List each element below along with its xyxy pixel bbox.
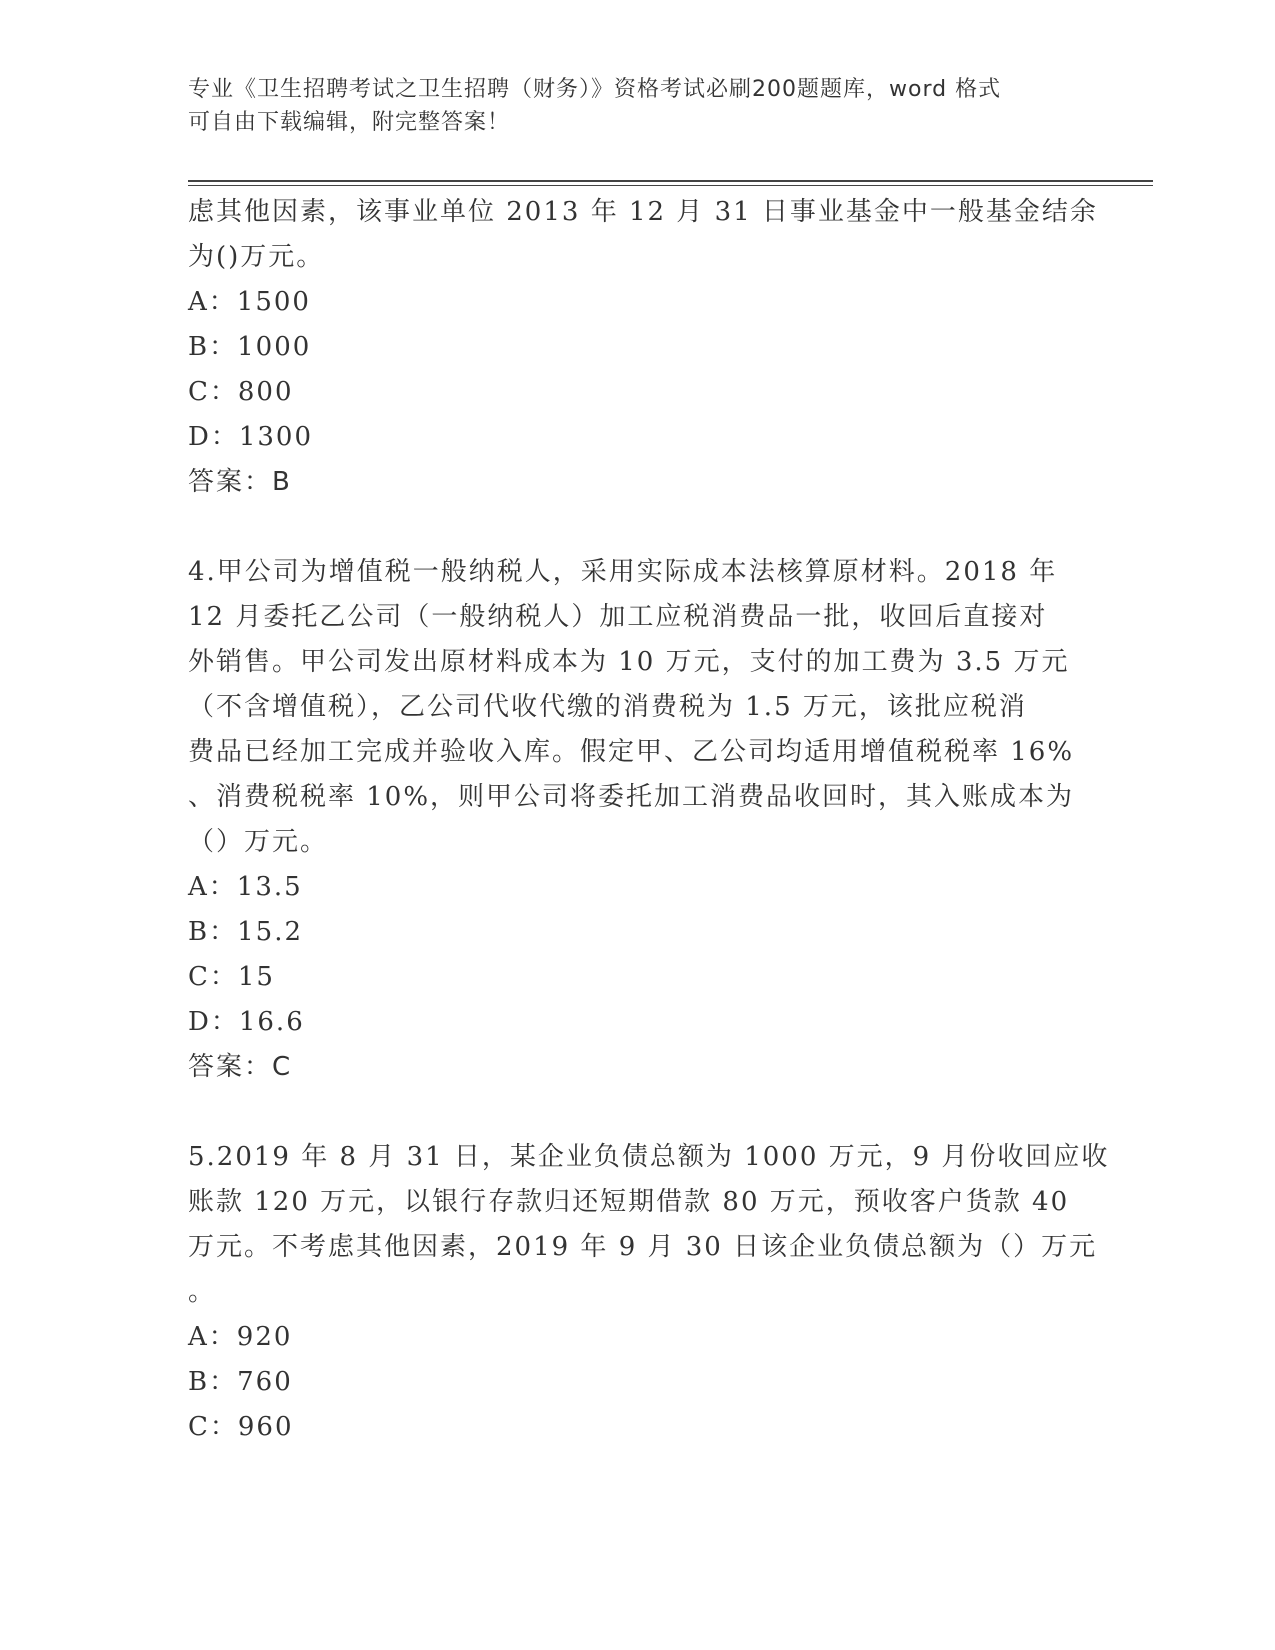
question-text-line: 为()万元。 <box>188 242 325 272</box>
option-b: B：1000 <box>188 332 312 362</box>
option-b: B：15.2 <box>188 917 303 947</box>
question-text-line: 虑其他因素，该事业单位 2013 年 12 月 31 日事业基金中一般基金结余 <box>188 197 1098 227</box>
question-text-line: 4.甲公司为增值税一般纳税人，采用实际成本法核算原材料。2018 年 <box>188 557 1058 587</box>
question-text-line: 外销售。甲公司发出原材料成本为 10 万元，支付的加工费为 3.5 万元 <box>188 647 1070 677</box>
question-text-line: 、消费税税率 10%，则甲公司将委托加工消费品收回时，其入账成本为 <box>188 782 1075 812</box>
question-text-line: （）万元。 <box>188 827 329 857</box>
document-body <box>188 190 1110 1450</box>
option-c: C：800 <box>188 377 294 407</box>
option-c: C：960 <box>188 1412 294 1442</box>
option-b: B：760 <box>188 1367 293 1397</box>
option-c: C：15 <box>188 962 275 992</box>
question-text-line: （不含增值税），乙公司代收代缴的消费税为 1.5 万元，该批应税消 <box>188 692 1027 722</box>
answer-line: 答案：B <box>188 467 292 497</box>
option-a: A：13.5 <box>188 872 303 902</box>
header-title-line-1: 专业《卫生招聘考试之卫生招聘（财务）》资格考试必刷200题题库，word 格式 <box>188 77 1002 102</box>
question-text-line: 费品已经加工完成并验收入库。假定甲、乙公司均适用增值税税率 16% <box>188 737 1075 767</box>
answer-line: 答案：C <box>188 1052 293 1082</box>
question-text-line: 账款 120 万元，以银行存款归还短期借款 80 万元，预收客户货款 40 <box>188 1187 1070 1217</box>
header-divider-thin <box>188 185 1153 186</box>
header-title-line-2: 可自由下载编辑，附完整答案！ <box>188 110 511 135</box>
question-5 <box>188 1135 1110 1450</box>
question-text-line: 万元。不考虑其他因素，2019 年 9 月 30 日该企业负债总额为（）万元 <box>188 1232 1098 1262</box>
question-text-line: 。 <box>188 1277 217 1307</box>
option-d: D：16.6 <box>188 1007 305 1037</box>
question-text-line: 5.2019 年 8 月 31 日，某企业负债总额为 1000 万元，9 月份收回应收 <box>188 1142 1110 1172</box>
option-a: A：1500 <box>188 287 311 317</box>
header-divider-thick <box>188 180 1153 182</box>
question-3 <box>188 190 1098 505</box>
option-a: A：920 <box>188 1322 293 1352</box>
question-4 <box>188 550 1088 1090</box>
question-text-line: 12 月委托乙公司（一般纳税人）加工应税消费品一批，收回后直接对 <box>188 602 1048 632</box>
option-d: D：1300 <box>188 422 314 452</box>
document-header <box>188 73 1088 139</box>
